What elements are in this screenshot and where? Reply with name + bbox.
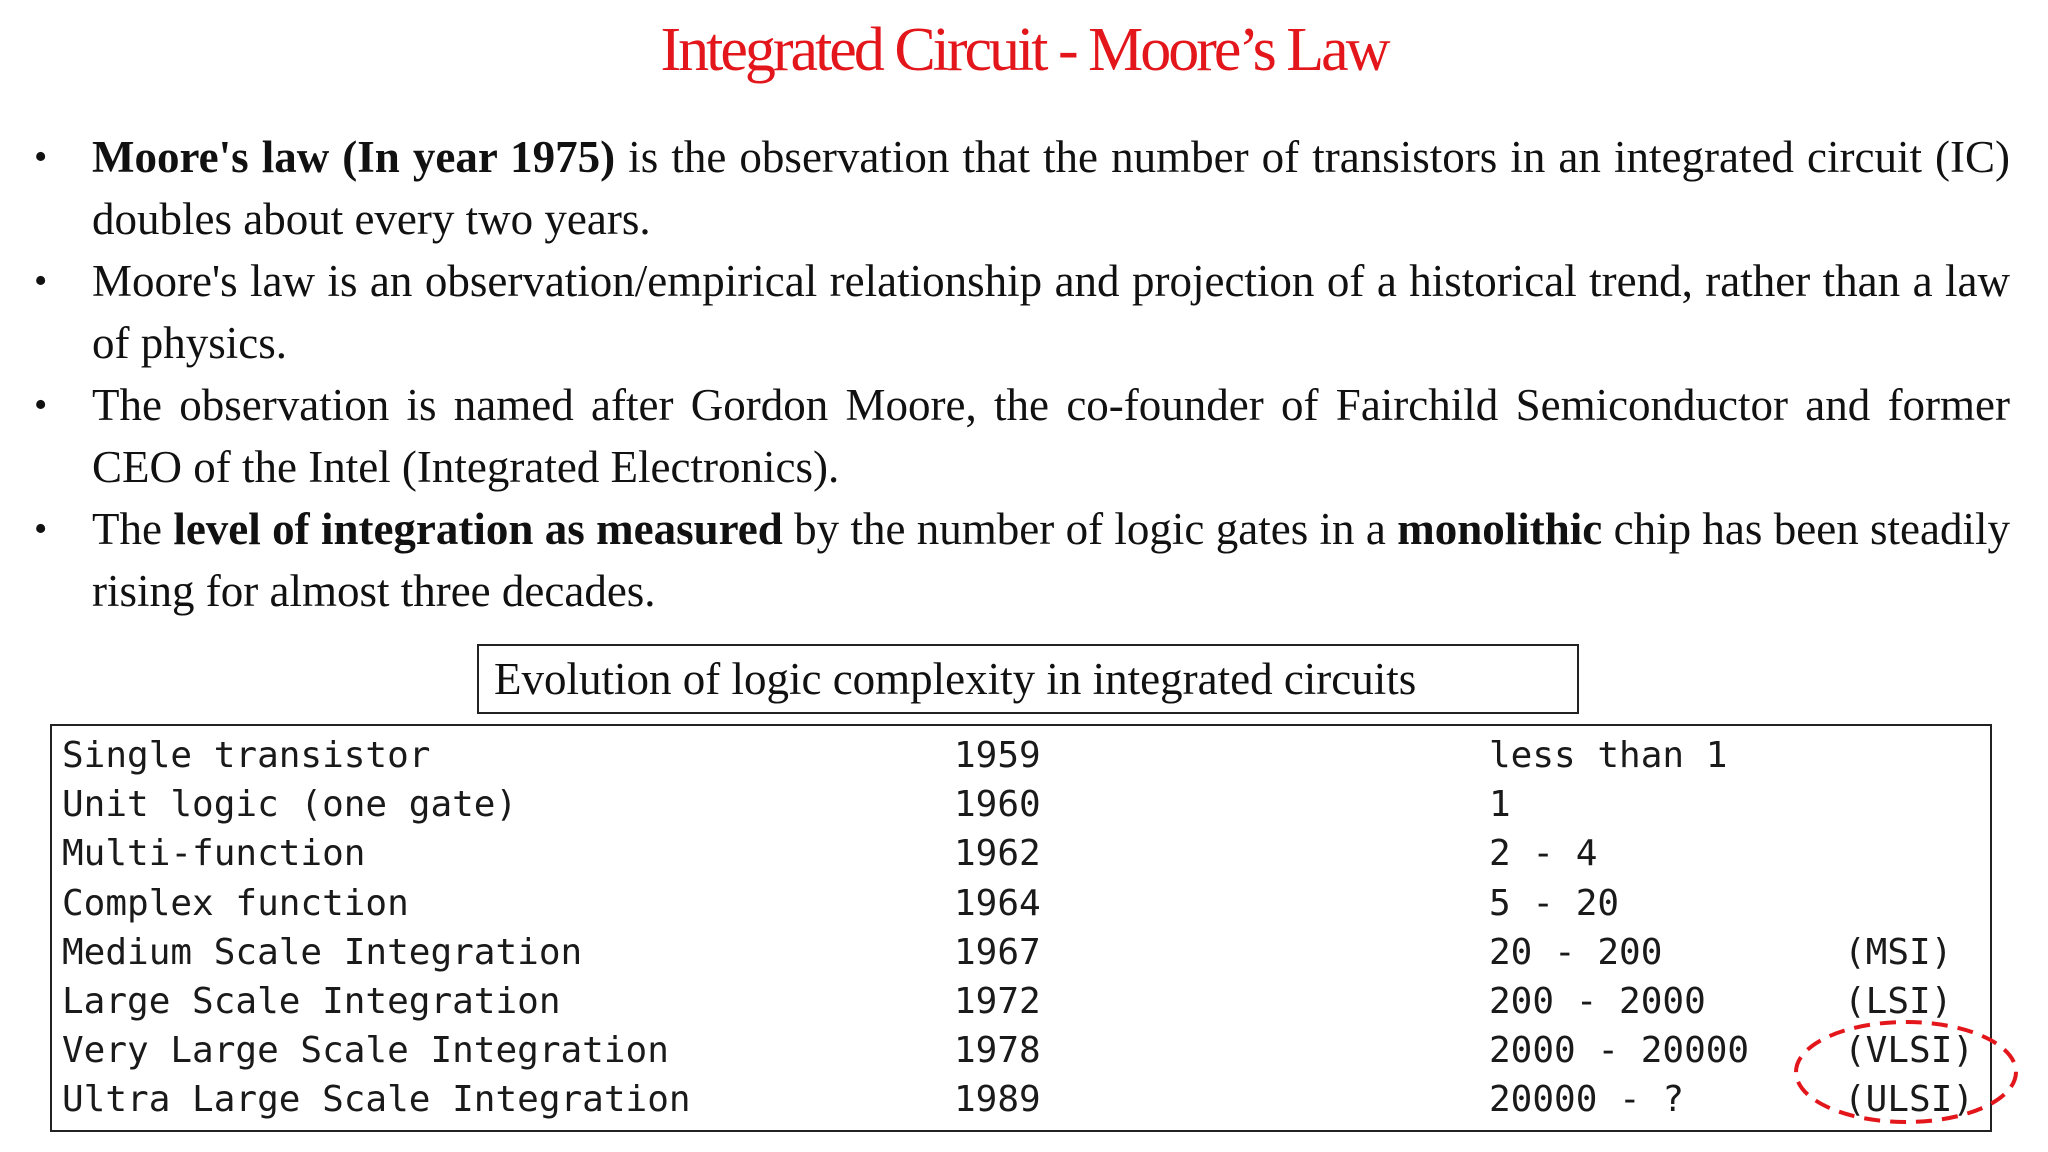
bullet-dot-icon: •	[34, 136, 48, 178]
bullet-item	[34, 374, 2010, 498]
table-row	[52, 830, 1990, 878]
bullet-text: The observation is named after Gordon Moore, the co-founder of Fairchild Semiconductor and former CEO of the Intel (Integrated Electronics).	[92, 380, 2010, 492]
table-row	[52, 1076, 1990, 1124]
row-year-cell: 1972	[954, 981, 1041, 1022]
row-year-cell: 1964	[954, 882, 1041, 924]
bullet-item	[34, 498, 2010, 622]
row-name-cell: Unit logic (one gate)	[62, 784, 518, 826]
bullet-dot-icon: •	[34, 260, 48, 302]
row-name-cell: Medium Scale Integration	[62, 931, 583, 973]
table-row	[52, 732, 1990, 780]
table-row	[52, 978, 1990, 1026]
row-name-cell: Complex function	[62, 882, 409, 924]
bullet-dot-icon: •	[34, 508, 48, 550]
table-row	[52, 781, 1990, 829]
row-abbr-cell: (MSI)	[1844, 931, 1953, 973]
row-name-cell: Large Scale Integration	[62, 981, 561, 1022]
bullet-text-bold: level of integration as measured	[173, 504, 783, 554]
table-row	[52, 1027, 1990, 1075]
row-abbr-cell: (VLSI)	[1844, 1030, 1975, 1072]
bullet-text: by the number of logic gates in a	[782, 504, 1398, 554]
row-year-cell: 1967	[954, 931, 1041, 973]
bullet-text: The	[92, 504, 174, 554]
bullet-text: Moore's law is an observation/empirical relationship and projection of a historical trend, rather than a law of physics.	[92, 256, 2010, 368]
row-gates-cell: 200 - 2000	[1489, 981, 1706, 1022]
bullet-text-bold: monolithic	[1397, 504, 1603, 554]
row-gates-cell: 20 - 200	[1489, 931, 1663, 973]
row-year-cell: 1960	[954, 784, 1041, 826]
slide-title: Integrated Circuit - Moore’s Law	[660, 16, 1388, 84]
row-year-cell: 1959	[954, 735, 1041, 776]
row-name-cell: Ultra Large Scale Integration	[62, 1079, 691, 1121]
row-name-cell: Very Large Scale Integration	[62, 1030, 669, 1072]
row-gates-cell: less than 1	[1489, 735, 1728, 776]
bullet-dot-icon: •	[34, 384, 48, 426]
row-year-cell: 1962	[954, 833, 1041, 875]
bullet-item	[34, 250, 2010, 374]
row-name-cell: Multi-function	[62, 833, 366, 875]
row-gates-cell: 2000 - 20000	[1489, 1030, 1750, 1072]
row-name-cell: Single transistor	[62, 735, 431, 776]
row-gates-cell: 5 - 20	[1489, 882, 1620, 924]
row-abbr-cell: (ULSI)	[1844, 1079, 1975, 1121]
table-caption: Evolution of logic complexity in integrated circuits	[477, 644, 1579, 714]
row-gates-cell: 20000 - ?	[1489, 1079, 1685, 1121]
row-gates-cell: 2 - 4	[1489, 833, 1598, 875]
table-row	[52, 880, 1990, 928]
bullet-list	[34, 126, 2010, 622]
row-year-cell: 1978	[954, 1030, 1041, 1072]
bullet-item	[34, 126, 2010, 250]
row-abbr-cell: (LSI)	[1844, 981, 1953, 1022]
row-gates-cell: 1	[1489, 784, 1511, 826]
bullet-text-bold: Moore's law (In year 1975)	[92, 132, 616, 182]
bullet-text: chip has been steadily rising for almost three decades.	[92, 504, 2011, 616]
bullet-text: is the observation that the number of transistors in an integrated circuit (IC) doubles about every two years.	[92, 132, 2011, 244]
logic-complexity-table	[50, 724, 1992, 1132]
row-year-cell: 1989	[954, 1079, 1041, 1121]
table-row	[52, 929, 1990, 977]
